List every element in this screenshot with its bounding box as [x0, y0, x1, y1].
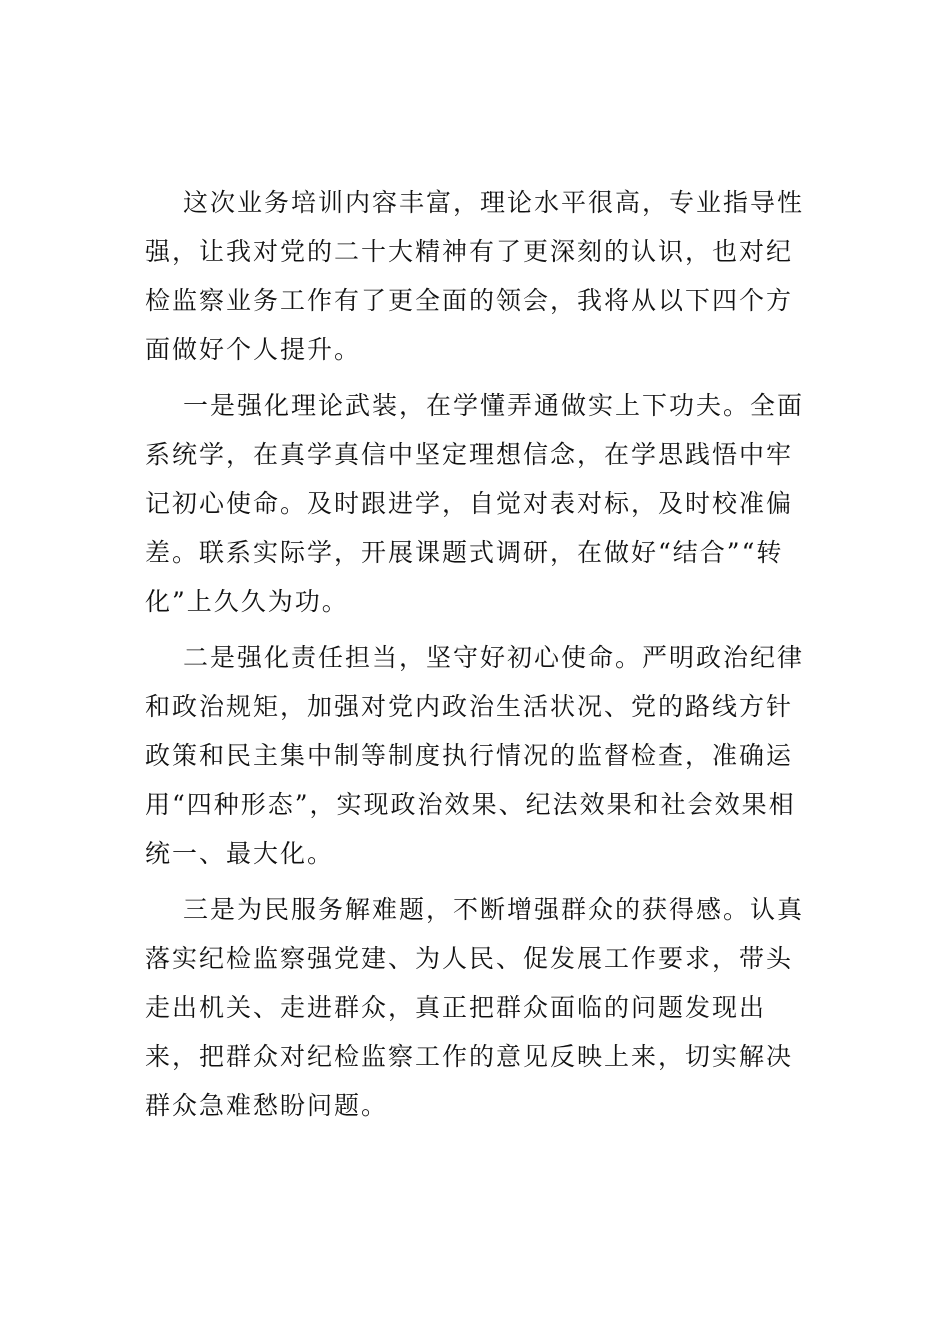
paragraph-intro: 这次业务培训内容丰富，理论水平很高，专业指导性强，让我对党的二十大精神有了更深刻的认识，也对纪检监察业务工作有了更全面的领会，我将从以下四个方面做好个人提升。: [145, 188, 805, 364]
paragraph-point-three: 三是为民服务解难题，不断增强群众的获得感。认真落实纪检监察强党建、为人民、促发展工作要求，带头走出机关、走进群众，真正把群众面临的问题发现出来，把群众对纪检监察工作的意见反映上来，切实解决群众急难愁盼问题。: [145, 895, 805, 1120]
document-body: [145, 178, 805, 1130]
paragraph-point-two: 二是强化责任担当，坚守好初心使命。严明政治纪律和政治规矩，加强对党内政治生活状况、党的路线方针政策和民主集中制等制度执行情况的监督检查，准确运用“四种形态”，实现政治效果、纪法效果和社会效果相统一、最大化。: [145, 643, 805, 868]
paragraph-point-one: 一是强化理论武装，在学懂弄通做实上下功夫。全面系统学，在真学真信中坚定理想信念，在学思践悟中牢记初心使命。及时跟进学，自觉对表对标，及时校准偏差。联系实际学，开展课题式调研，在做好“结合”“转化”上久久为功。: [145, 391, 805, 616]
